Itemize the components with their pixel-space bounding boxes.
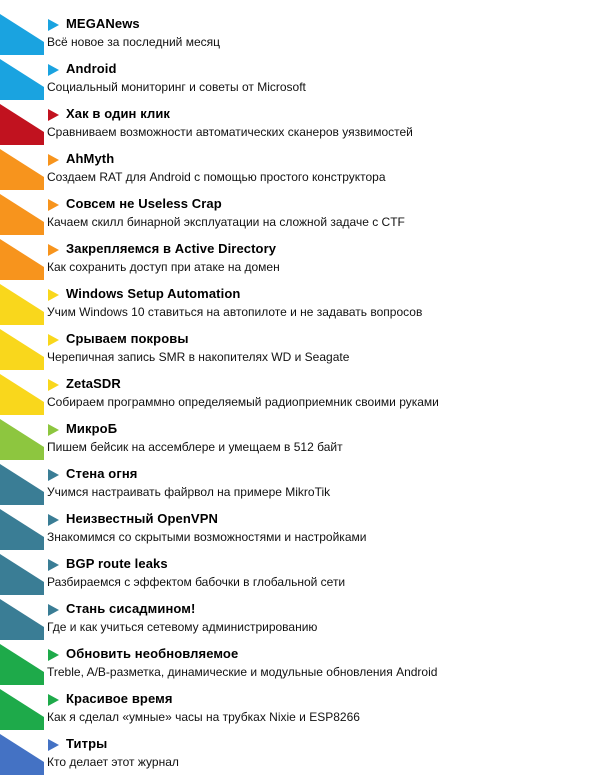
entry-description: Собираем программно определяемый радиоприемник своими руками — [47, 395, 439, 409]
triangle-arrow-icon — [48, 244, 59, 256]
entry-title: Неизвестный OpenVPN — [66, 511, 218, 526]
triangle-arrow-icon — [48, 109, 59, 121]
entry-title: Android — [66, 61, 117, 76]
triangle-arrow-icon — [48, 514, 59, 526]
entry-description: Сравниваем возможности автоматических сканеров уязвимостей — [47, 125, 413, 139]
toc-entry[interactable] — [0, 685, 610, 730]
color-stripe — [0, 100, 44, 145]
entry-title: Красивое время — [66, 691, 173, 706]
toc-entry[interactable] — [0, 370, 610, 415]
toc-entry[interactable] — [0, 550, 610, 595]
triangle-arrow-icon — [48, 64, 59, 76]
entry-title: BGP route leaks — [66, 556, 168, 571]
toc-entry[interactable] — [0, 10, 610, 55]
entry-title: Совсем не Useless Crap — [66, 196, 222, 211]
entry-title: Стань сисадмином! — [66, 601, 196, 616]
toc-entry[interactable] — [0, 280, 610, 325]
entry-title: Windows Setup Automation — [66, 286, 241, 301]
entry-title: Обновить необновляемое — [66, 646, 239, 661]
triangle-arrow-icon — [48, 559, 59, 571]
entry-description: Учимся настраивать файрвол на примере MikroTik — [47, 485, 331, 499]
color-stripe — [0, 280, 44, 325]
toc-entry[interactable] — [0, 415, 610, 460]
color-stripe — [0, 55, 44, 100]
toc-entry[interactable] — [0, 325, 610, 370]
entry-description: Как сохранить доступ при атаке на домен — [47, 260, 280, 274]
entry-description: Социальный мониторинг и советы от Microsoft — [47, 80, 306, 94]
triangle-arrow-icon — [48, 739, 59, 751]
color-stripe — [0, 370, 44, 415]
entry-title: AhMyth — [66, 151, 115, 166]
triangle-arrow-icon — [48, 604, 59, 616]
entry-title: МикроБ — [66, 421, 118, 436]
entry-description: Пишем бейсик на ассемблере и умещаем в 512 байт — [47, 440, 343, 454]
color-stripe — [0, 325, 44, 370]
triangle-arrow-icon — [48, 289, 59, 301]
entry-description: Черепичная запись SMR в накопителях WD и Seagate — [47, 350, 350, 364]
toc-entry[interactable] — [0, 460, 610, 505]
triangle-arrow-icon — [48, 694, 59, 706]
color-stripe — [0, 595, 44, 640]
toc-entry[interactable] — [0, 100, 610, 145]
triangle-arrow-icon — [48, 424, 59, 436]
entry-description: Знакомимся со скрытыми возможностями и настройками — [47, 530, 367, 544]
color-stripe — [0, 415, 44, 460]
triangle-arrow-icon — [48, 469, 59, 481]
color-stripe — [0, 235, 44, 280]
entry-description: Учим Windows 10 ставиться на автопилоте и не задавать вопросов — [47, 305, 423, 319]
toc-entry[interactable] — [0, 145, 610, 190]
toc-entry[interactable] — [0, 640, 610, 685]
toc-entry[interactable] — [0, 55, 610, 100]
entry-title: Срываем покровы — [66, 331, 189, 346]
entry-description: Разбираемся с эффектом бабочки в глобальной сети — [47, 575, 346, 589]
color-stripe — [0, 145, 44, 190]
entry-title: Стена огня — [66, 466, 138, 481]
color-stripe — [0, 640, 44, 685]
color-stripe — [0, 730, 44, 775]
entry-description: Качаем скилл бинарной эксплуатации на сложной задаче с CTF — [47, 215, 405, 229]
triangle-arrow-icon — [48, 199, 59, 211]
color-stripe — [0, 505, 44, 550]
color-stripe — [0, 550, 44, 595]
triangle-arrow-icon — [48, 19, 59, 31]
entry-description: Всё новое за последний месяц — [47, 35, 220, 49]
entry-description: Treble, A/B-разметка, динамические и модульные обновления Android — [47, 665, 438, 679]
toc-entry[interactable] — [0, 190, 610, 235]
color-stripe — [0, 190, 44, 235]
toc-entry[interactable] — [0, 730, 610, 775]
entry-title: ZetaSDR — [66, 376, 121, 391]
entry-description: Кто делает этот журнал — [47, 755, 179, 769]
color-stripe — [0, 685, 44, 730]
toc-entry[interactable] — [0, 505, 610, 550]
entry-description: Создаем RAT для Android с помощью простого конструктора — [47, 170, 386, 184]
entry-title: Титры — [66, 736, 108, 751]
entry-title: MEGANews — [66, 16, 140, 31]
toc-entry[interactable] — [0, 235, 610, 280]
entry-description: Как я сделал «умные» часы на трубках Nixie и ESP8266 — [47, 710, 360, 724]
entry-description: Где и как учиться сетевому администрированию — [47, 620, 318, 634]
entry-title: Хак в один клик — [66, 106, 171, 121]
color-stripe — [0, 460, 44, 505]
triangle-arrow-icon — [48, 379, 59, 391]
color-stripe — [0, 10, 44, 55]
triangle-arrow-icon — [48, 649, 59, 661]
triangle-arrow-icon — [48, 154, 59, 166]
triangle-arrow-icon — [48, 334, 59, 346]
entry-title: Закрепляемся в Active Directory — [66, 241, 277, 256]
toc-entry[interactable] — [0, 595, 610, 640]
